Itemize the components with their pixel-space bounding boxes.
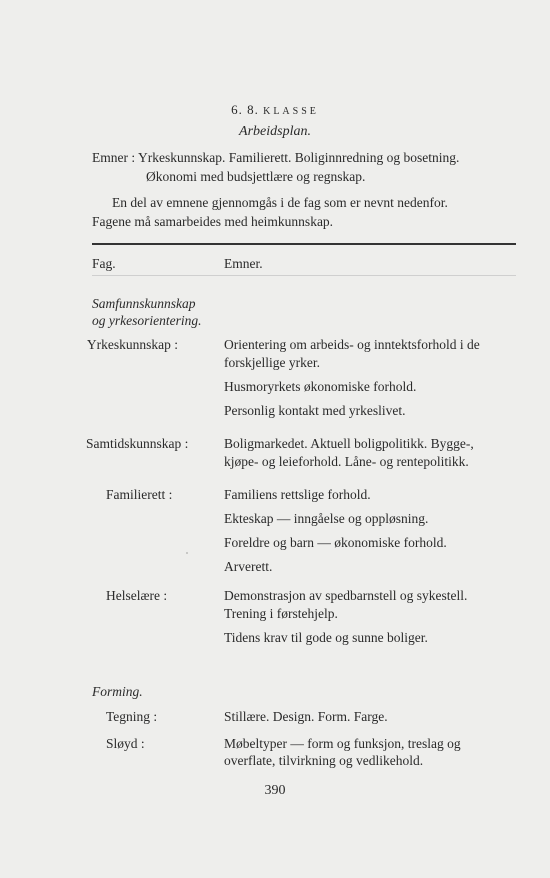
klasse-label: KLASSE — [263, 106, 319, 117]
subject-line: Husmoryrkets økonomiske forhold. — [224, 379, 417, 394]
column-header-emner: Emner. — [224, 256, 263, 271]
intro-line-1: En del av emnene gjennomgås i de fag som er nevnt nedenfor. — [112, 195, 448, 210]
page-number: 390 — [264, 783, 286, 798]
subject-line: forskjellige yrker. — [224, 355, 320, 370]
subject-line: Tidens krav til gode og sunne boliger. — [224, 630, 428, 645]
subject-line: overflate, tilvirkning og vedlikehold. — [224, 753, 424, 768]
subject-line: Familiens rettslige forhold. — [224, 487, 371, 502]
section-heading-samfunnskunnskap-line-2: og yrkesorientering. — [92, 313, 202, 328]
subject-label-familierett: Familierett : — [106, 487, 173, 502]
page-subtitle: Arbeidsplan. — [239, 124, 311, 139]
subject-line: Foreldre og barn — økonomiske forhold. — [224, 535, 447, 550]
subject-line: Boligmarkedet. Aktuell boligpolitikk. Bygge-, — [224, 436, 474, 451]
subject-line: Orientering om arbeids- og inntektsforhold i de — [224, 337, 480, 352]
emner-line-2: Økonomi med budsjettlære og regnskap. — [146, 169, 366, 184]
page-heading — [0, 102, 550, 118]
subject-label-yrkeskunnskap: Yrkeskunnskap : — [86, 337, 178, 352]
subject-line: Stillære. Design. Form. Farge. — [224, 709, 388, 724]
table-header-rule — [92, 275, 516, 276]
subject-line: Ekteskap — inngåelse og oppløsning. — [224, 511, 429, 526]
grade-label: 6. 8. — [231, 102, 259, 117]
subject-line: Trening i førstehjelp. — [224, 606, 338, 621]
subject-line: kjøpe- og leieforhold. Låne- og rentepolitikk. — [224, 454, 469, 469]
column-header-fag: Fag. — [92, 256, 116, 271]
section-heading-forming: Forming. — [92, 684, 143, 699]
subject-line: Arverett. — [224, 559, 273, 574]
section-heading-samfunnskunnskap: Samfunnskunnskap — [92, 296, 196, 311]
emner-line-1: Emner : Yrkeskunnskap. Familierett. Boliginnredning og bosetning. — [92, 150, 460, 165]
subject-label-samtidskunnskap: Samtidskunnskap : — [86, 436, 189, 451]
table-top-rule — [92, 243, 516, 245]
subject-line: Personlig kontakt med yrkeslivet. — [224, 403, 406, 418]
subject-line: Møbeltyper — form og funksjon, treslag og — [224, 736, 461, 751]
subject-label-tegning: Tegning : — [106, 709, 158, 724]
subject-line: Demonstrasjon av spedbarnstell og sykestell. — [224, 588, 468, 603]
subject-label-sloyd: Sløyd : — [106, 736, 145, 751]
speck — [186, 552, 188, 554]
intro-line-2: Fagene må samarbeides med heimkunnskap. — [92, 214, 334, 229]
subject-label-helselaere: Helselære : — [106, 588, 168, 603]
